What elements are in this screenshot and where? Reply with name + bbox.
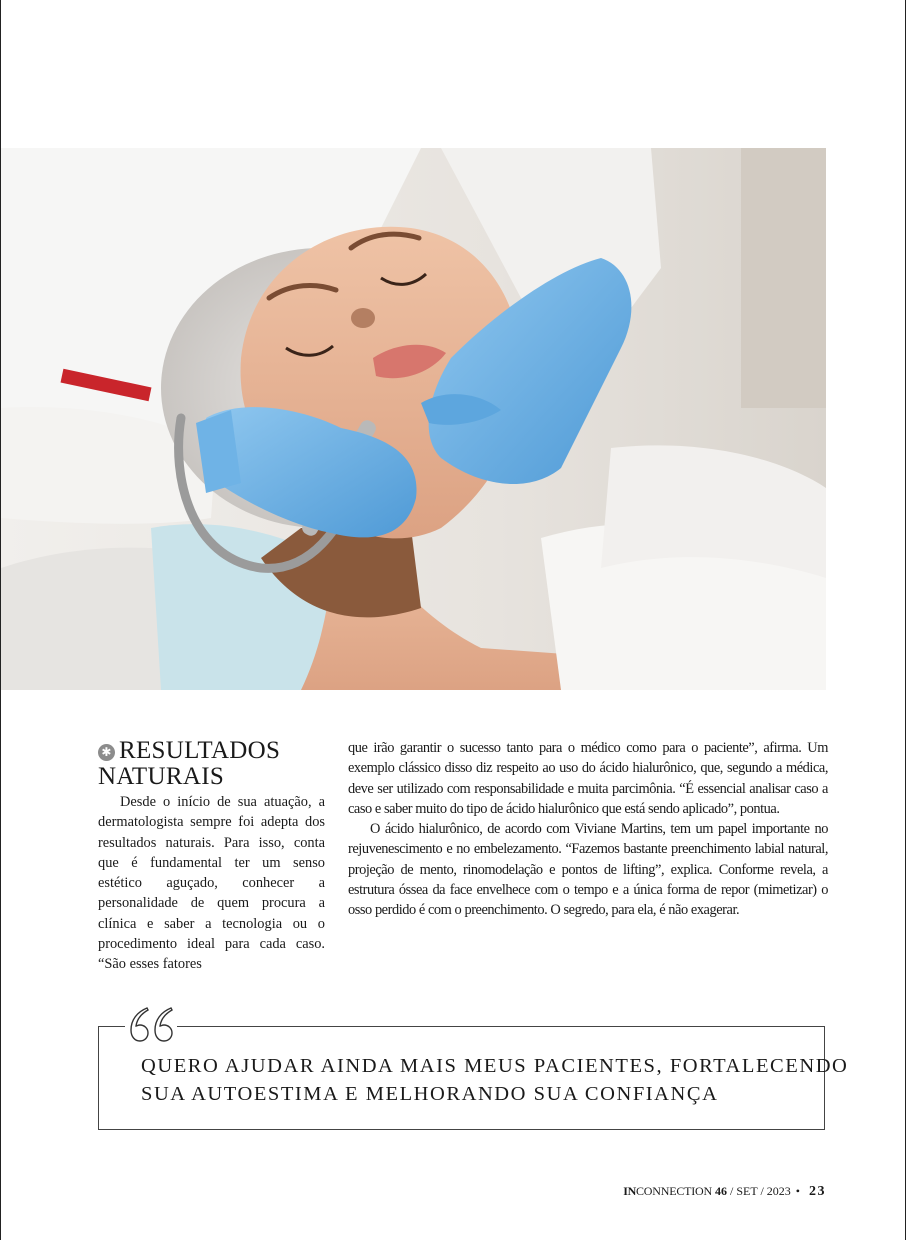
pull-quote-line-2: SUA AUTOESTIMA E MELHORANDO SUA CONFIANÇA [141,1083,719,1105]
section-heading [98,738,325,790]
issue-number: 46 [715,1184,727,1198]
pull-quote-line-1: QUERO AJUDAR AINDA MAIS MEUS PACIENTES, FORTALECENDO [141,1055,849,1077]
star-bullet-icon: ✱ [98,744,115,761]
issue-date: / SET / 2023 [730,1184,791,1198]
body-paragraph: Desde o início de sua atuação, a dermatologista sempre foi adepta dos resultados naturais. Para isso, conta que é fundamental ter um senso estético aguçado, conhecer a personalidade de quem procura a clínica e saber a tecnologia ou o procedimento ideal para cada caso. “São esses fatores [98,794,325,973]
body-paragraph: que irão garantir o sucesso tanto para o médico como para o paciente”, afirma. Um exemplo clássico disso diz respeito ao uso do ácido hialurônico, que, segundo a médica, deve ser utilizado com responsabilidade e muita parcimônia. “É essencial analisar caso a caso e saber muito do tipo de ácido hialurônico que está sendo aplicado”, pontua. [348,740,828,817]
heading-line-2: NATURAIS [98,763,225,790]
article-left-column [98,738,325,975]
footer-bullet: • [795,1184,800,1198]
quote-border-top-right [177,1026,825,1027]
magazine-brand: CONNECTION [636,1184,712,1198]
page-number: 23 [809,1184,826,1199]
magazine-brand-prefix: IN [623,1184,636,1198]
open-quote-icon [125,1004,177,1044]
pull-quote-text [141,1052,849,1108]
body-paragraph: O ácido hialurônico, de acordo com Viviane Martins, tem um papel importante no rejuvenescimento e no embelezamento. “Fazemos bastante preenchimento labial natural, projeção de mento, rinomodelação e pontos de lifting”, explica. Conforme revela, a estrutura óssea da face envelhece com o tempo e a única forma de repor (mimetizar) o osso perdido é com o preenchimento. O segredo, para ela, é não exagerar. [348,821,828,919]
article-right-column [348,738,828,921]
page-footer [623,1184,826,1200]
pull-quote [98,1026,849,1130]
facial-treatment-illustration [1,148,826,690]
article-photo [1,148,826,690]
heading-line-1: RESULTADOS [119,737,281,764]
quote-border-top-left [98,1026,125,1027]
